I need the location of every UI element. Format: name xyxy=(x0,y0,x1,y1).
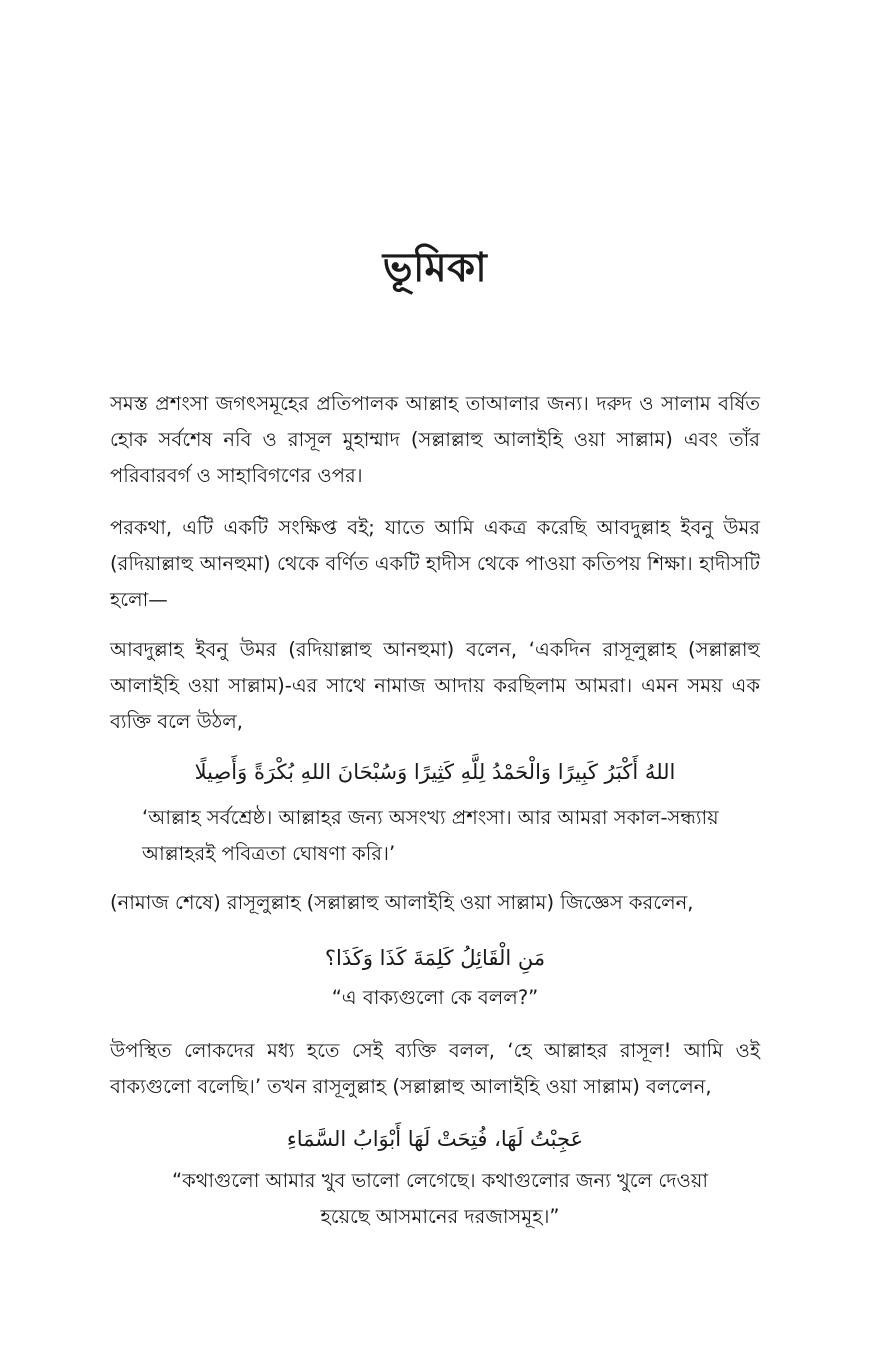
paragraph-praise: সমস্ত প্রশংসা জগৎসমূহের প্রতিপালক আল্লাহ তাআলার জন্য। দরুদ ও সালাম বর্ষিত হোক সর্বশেষ নবি ও রাসূল মুহাম্মাদ (সল্লাল্লাহু আলাইহি ওয়া সাল্লাম) এবং তাঁর পরিবারবর্গ ও সাহাবিগণের ওপর। xyxy=(110,392,760,487)
quote-response-translation: “কথাগুলো আমার খুব ভালো লেগেছে। কথাগুলোর জন্য খুলে দেওয়া হয়েছে আসমানের দরজাসমূহ।” xyxy=(172,1169,708,1228)
arabic-question: مَنِ الْقَائِلُ كَلِمَةَ كَذَا وَكَذَا؟ xyxy=(324,946,546,970)
quote-question-translation: “এ বাক্যগুলো কে বলল?” xyxy=(331,986,539,1009)
page-title: ভূমিকা xyxy=(382,245,488,291)
paragraph-hadith-narration: আবদুল্লাহ ইবনু উমর (রদিয়াল্লাহু আনহুমা) বলেন, ‘একদিন রাসূলুল্লাহ (সল্লাল্লাহু আলাইহি ওয়া সাল্লাম)-এর সাথে নামাজ আদায় করছিলাম আমরা। এমন সময় এক ব্যক্তি বলে উঠল, xyxy=(110,638,760,733)
paragraph-introduction: পরকথা, এটি একটি সংক্ষিপ্ত বই; যাতে আমি একত্র করেছি আবদুল্লাহ ইবনু উমর (রদিয়াল্লাহু আনহুমা) থেকে বর্ণিত একটি হাদীস থেকে পাওয়া কতিপয় শিক্ষা। হাদীসটি হলো— xyxy=(110,516,760,611)
paragraph-prophet-asked: (নামাজ শেষে) রাসূলুল্লাহ (সল্লাল্লাহু আলাইহি ওয়া সাল্লাম) জিজ্ঞেস করলেন, xyxy=(110,891,694,914)
arabic-response: عَجِبْتُ لَهَا، فُتِحَتْ لَهَا أَبْوَابُ السَّمَاءِ xyxy=(286,1127,584,1151)
arabic-verse-takbir: اللهُ أَكْبَرُ كَبِيرًا وَالْحَمْدُ لِلَّهِ كَثِيرًا وَسُبْحَانَ اللهِ بُكْرَةً وَأَصِيلًا xyxy=(194,760,676,784)
paragraph-man-replied: উপস্থিত লোকদের মধ্য হতে সেই ব্যক্তি বলল, ‘হে আল্লাহর রাসূল! আমি ওই বাক্যগুলো বলেছি।’ তখন রাসূলুল্লাহ (সল্লাল্লাহু আলাইহি ওয়া সাল্লাম) বললেন, xyxy=(110,1039,760,1098)
quote-takbir-translation: ‘আল্লাহ সর্বশ্রেষ্ঠ। আল্লাহর জন্য অসংখ্য প্রশংসা। আর আমরা সকাল-সন্ধ্যায় আল্লাহরই পবিত্রতা ঘোষণা করি।’ xyxy=(142,806,719,865)
